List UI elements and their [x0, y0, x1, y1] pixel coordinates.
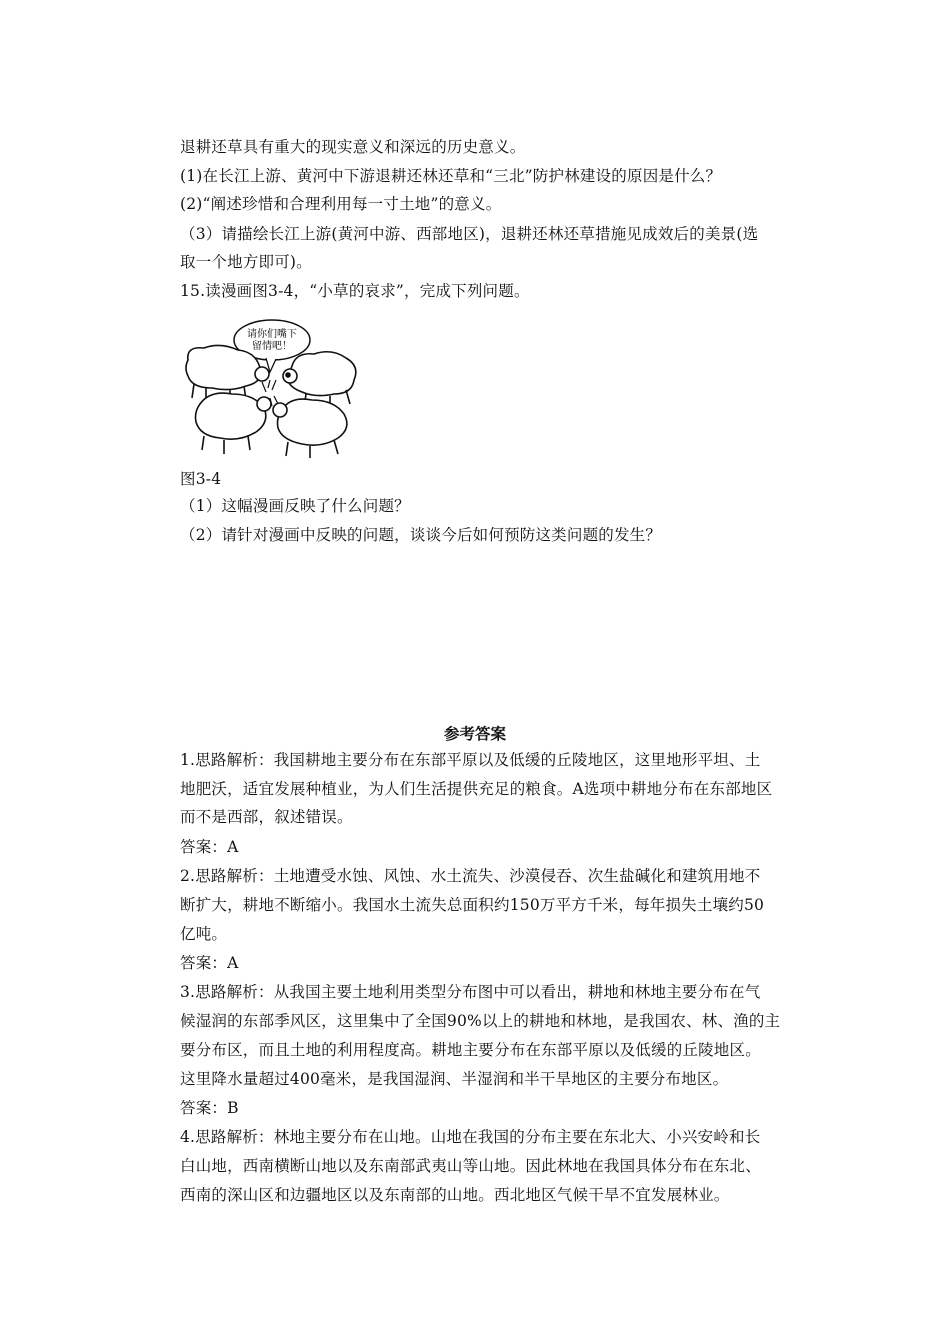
answer-2-line: 断扩大，耕地不断缩小。我国水土流失总面积约150万平方千米，每年损失土壤约50 [180, 896, 765, 914]
answer-3-line: 候湿润的东部季风区，这里集中了全国90%以上的耕地和林地，是我国农、林、渔的主 [180, 1012, 781, 1030]
answer-3-line: 这里降水量超过400毫米，是我国湿润、半湿润和半干旱地区的主要分布地区。 [180, 1070, 729, 1088]
cartoon-figure [180, 318, 360, 458]
figure-question-2: （2）请针对漫画中反映的问题，谈谈今后如何预防这类问题的发生？ [180, 526, 662, 544]
question-3-cont: 取一个地方即可)。 [180, 253, 312, 271]
figure-question-1: （1）这幅漫画反映了什么问题？ [180, 497, 410, 515]
answer-3-line: 3.思路解析：从我国主要土地利用类型分布图中可以看出，耕地和林地主要分布在气 [180, 983, 761, 1001]
answer-4-line: 白山地，西南横断山地以及东南部武夷山等山地。因此林地在我国具体分布在东北、 [180, 1157, 761, 1175]
answer-1-line: 地肥沃，适宜发展种植业，为人们生活提供充足的粮食。A选项中耕地分布在东部地区 [180, 780, 773, 798]
question-3: （3）请描绘长江上游(黄河中游、西部地区)，退耕还林还草措施见成效后的美景(选 [180, 225, 759, 243]
answer-2-key: 答案：A [180, 954, 239, 972]
bubble-text-1: 请你们嘴下 [247, 329, 297, 340]
answer-4-line: 4.思路解析：林地主要分布在山地。山地在我国的分布主要在东北大、小兴安岭和长 [180, 1128, 761, 1146]
answer-1-line: 而不是西部，叙述错误。 [180, 808, 353, 826]
answer-1-key: 答案：A [180, 838, 239, 856]
figure-caption: 图3-4 [180, 470, 222, 488]
question-2: (2)“阐述珍惜和合理利用每一寸土地”的意义。 [180, 195, 502, 213]
question-15: 15.读漫画图3-4，“小草的哀求”，完成下列问题。 [180, 282, 530, 300]
answer-2-line: 亿吨。 [180, 925, 228, 943]
answer-3-line: 要分布区，而且土地的利用程度高。耕地主要分布在东部平原以及低缓的丘陵地区。 [180, 1041, 761, 1059]
bubble-text-2: 留情吧！ [252, 341, 292, 352]
answer-2-line: 2.思路解析：土地遭受水蚀、风蚀、水土流失、沙漠侵吞、次生盐碱化和建筑用地不 [180, 867, 761, 885]
answer-1-line: 1.思路解析：我国耕地主要分布在东部平原以及低缓的丘陵地区，这里地形平坦、土 [180, 751, 761, 769]
question-1: (1)在长江上游、黄河中下游退耕还林还草和“三北”防护林建设的原因是什么？ [180, 167, 722, 185]
text-line: 退耕还草具有重大的现实意义和深远的历史意义。 [180, 138, 526, 156]
answers-title: 参考答案 [443, 724, 506, 743]
answer-3-key: 答案：B [180, 1099, 239, 1117]
answer-4-line: 西南的深山区和边疆地区以及东南部的山地。西北地区气候干旱不宜发展林业。 [180, 1186, 730, 1204]
sheep-icon [273, 399, 347, 458]
sheep-icon [196, 393, 272, 454]
